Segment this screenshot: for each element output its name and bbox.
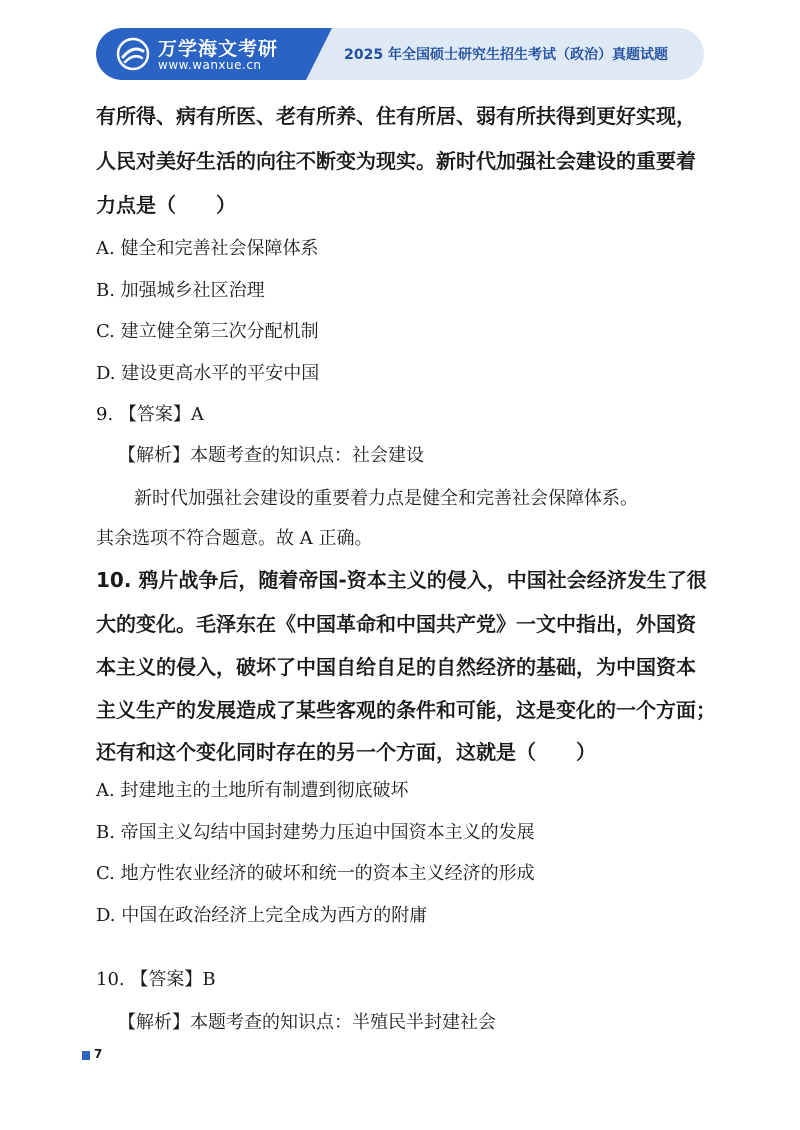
q9-stem-line: 有所得、病有所医、老有所养、住有所居、弱有所扶得到更好实现， [96, 104, 696, 128]
q10-stem-line: 大的变化。毛泽东在《中国革命和中国共产党》一文中指出，外国资 [96, 612, 696, 636]
q10-option-d: D. 中国在政治经济上完全成为西方的附庸 [96, 905, 428, 926]
q9-stem-line: 人民对美好生活的向往不断变为现实。新时代加强社会建设的重要着 [96, 149, 696, 173]
q9-answer: 9. 【答案】A [96, 404, 204, 425]
q9-option-b: B. 加强城乡社区治理 [96, 280, 265, 301]
q9-stem-line: 力点是（ ） [96, 193, 236, 217]
q10-stem-line: 10. 鸦片战争后，随着帝国-资本主义的侵入，中国社会经济发生了很 [96, 568, 707, 592]
q9-analysis-title: 【解析】本题考查的知识点：社会建设 [118, 445, 424, 466]
q10-option-a: A. 封建地主的土地所有制遭到彻底破坏 [96, 780, 409, 801]
q10-stem-line: 本主义的侵入，破坏了中国自给自足的自然经济的基础，为中国资本 [96, 655, 696, 679]
brand-url: www.wanxue.cn [158, 58, 262, 72]
brand-name: 万学海文考研 [158, 38, 279, 60]
q10-analysis-title: 【解析】本题考查的知识点：半殖民半封建社会 [118, 1012, 496, 1033]
exam-title: 2025 年全国硕士研究生招生考试（政治）真题试题 [344, 47, 668, 63]
q9-option-d: D. 建设更高水平的平安中国 [96, 363, 320, 384]
page-number: 7 [94, 1047, 103, 1061]
wanxue-logo-icon [116, 37, 150, 71]
header-banner [96, 28, 704, 80]
q9-analysis-line: 新时代加强社会建设的重要着力点是健全和完善社会保障体系。 [134, 488, 638, 509]
q10-answer: 10. 【答案】B [96, 969, 216, 990]
page-marker [82, 1051, 90, 1060]
q9-option-c: C. 建立健全第三次分配机制 [96, 321, 319, 342]
q10-option-b: B. 帝国主义勾结中国封建势力压迫中国资本主义的发展 [96, 822, 535, 843]
q10-option-c: C. 地方性农业经济的破坏和统一的资本主义经济的形成 [96, 863, 535, 884]
q9-option-a: A. 健全和完善社会保障体系 [96, 238, 319, 259]
q9-analysis-line: 其余选项不符合题意。故 A 正确。 [96, 528, 373, 549]
q10-stem-line: 主义生产的发展造成了某些客观的条件和可能，这是变化的一个方面； [96, 698, 716, 722]
q10-stem-line: 还有和这个变化同时存在的另一个方面，这就是（ ） [96, 740, 596, 764]
